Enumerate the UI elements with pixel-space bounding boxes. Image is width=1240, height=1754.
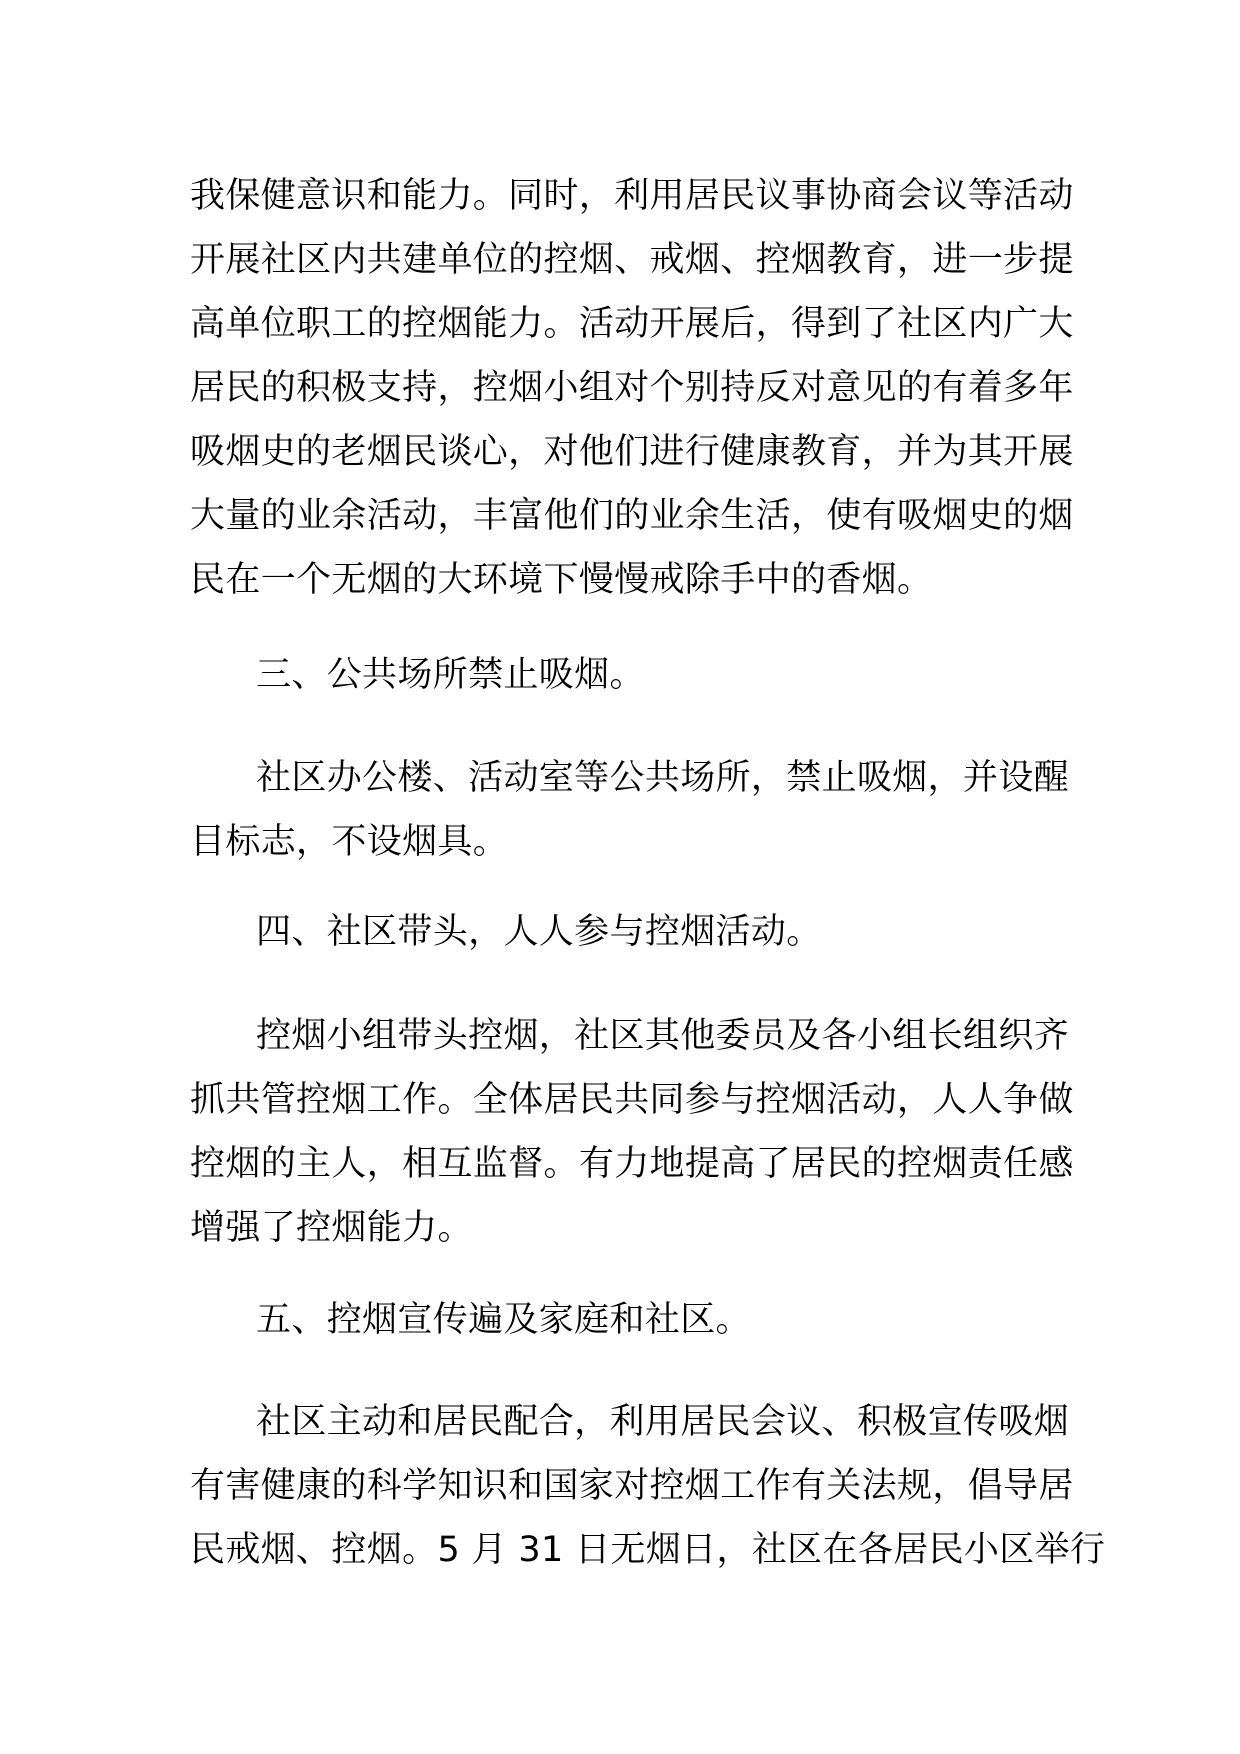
text-line: 民戒烟、控烟。5 月 31 日无烟日，社区在各居民小区举行 <box>190 1530 1106 1570</box>
text-line: 控烟小组带头控烟，社区其他委员及各小组长组织齐 <box>256 1016 1070 1056</box>
text-line: 居民的积极支持，控烟小组对个别持反对意见的有着多年 <box>190 368 1074 408</box>
text-line: 抓共管控烟工作。全体居民共同参与控烟活动，人人争做 <box>190 1080 1074 1120</box>
text-line: 高单位职工的控烟能力。活动开展后，得到了社区内广大 <box>190 304 1074 344</box>
text-line: 社区主动和居民配合，利用居民会议、积极宣传吸烟 <box>256 1402 1070 1442</box>
paragraph-publicity <box>190 1390 1106 1582</box>
section-heading: 三、公共场所禁止吸烟。 <box>256 655 645 695</box>
section-heading-4 <box>190 900 1060 964</box>
section-heading-5 <box>190 1288 1060 1352</box>
section-heading-3 <box>190 643 1060 707</box>
text-line: 目标志，不设烟具。 <box>190 822 509 862</box>
paragraph-health-education <box>190 164 1074 612</box>
paragraph-community-lead <box>190 1004 1074 1260</box>
section-heading: 四、社区带头，人人参与控烟活动。 <box>256 912 822 952</box>
text-line: 有害健康的科学知识和国家对控烟工作有关法规，倡导居 <box>190 1466 1074 1506</box>
text-line: 社区办公楼、活动室等公共场所，禁止吸烟，并设醒 <box>256 758 1070 798</box>
text-line: 我保健意识和能力。同时，利用居民议事协商会议等活动 <box>190 176 1074 216</box>
text-line: 民在一个无烟的大环境下慢慢戒除手中的香烟。 <box>190 560 933 600</box>
section-heading: 五、控烟宣传遍及家庭和社区。 <box>256 1300 751 1340</box>
paragraph-public-places <box>190 746 1070 874</box>
text-line: 控烟的主人，相互监督。有力地提高了居民的控烟责任感 <box>190 1144 1074 1184</box>
text-line: 增强了控烟能力。 <box>190 1208 473 1248</box>
text-line: 吸烟史的老烟民谈心，对他们进行健康教育，并为其开展 <box>190 432 1074 472</box>
text-line: 大量的业余活动，丰富他们的业余生活，使有吸烟史的烟 <box>190 496 1074 536</box>
text-line: 开展社区内共建单位的控烟、戒烟、控烟教育，进一步提 <box>190 240 1074 280</box>
